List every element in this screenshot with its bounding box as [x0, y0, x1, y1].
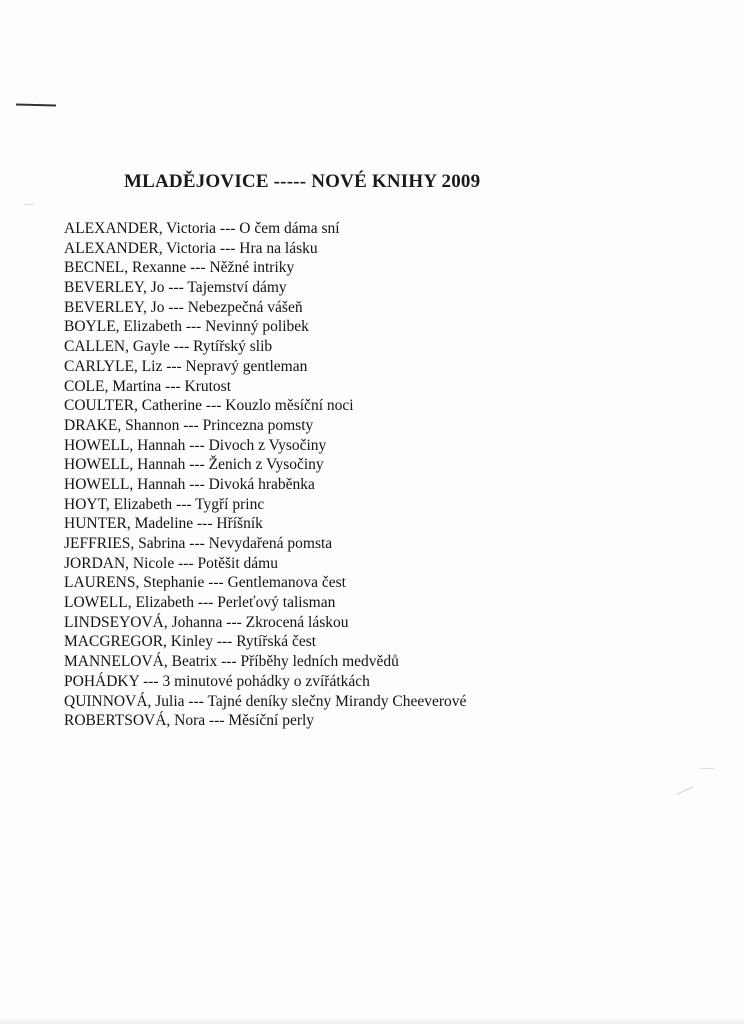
- book-entry: BECNEL, Rexanne --- Něžné intriky: [64, 259, 295, 277]
- book-entry: CALLEN, Gayle --- Rytířský slib: [64, 338, 273, 356]
- book-list: [64, 219, 684, 731]
- pen-dash-mark: [16, 103, 56, 106]
- scan-speck: [700, 768, 714, 769]
- scan-bottom-edge: [0, 1018, 744, 1024]
- book-entry: HOWELL, Hannah --- Divoch z Vysočiny: [64, 436, 327, 454]
- book-entry: LOWELL, Elizabeth --- Perleťový talisman: [64, 594, 336, 612]
- scan-speck: [677, 786, 694, 795]
- book-entry: MACGREGOR, Kinley --- Rytířská čest: [64, 633, 317, 651]
- book-entry: ALEXANDER, Victoria --- O čem dáma sní: [64, 220, 340, 237]
- book-entry: BEVERLEY, Jo --- Nebezpečná vášeň: [64, 298, 303, 316]
- book-entry: JEFFRIES, Sabrina --- Nevydařená pomsta: [64, 535, 333, 552]
- book-entry: MANNELOVÁ, Beatrix --- Příběhy ledních medvědů: [64, 653, 399, 671]
- book-entry: ALEXANDER, Victoria --- Hra na lásku: [64, 239, 318, 257]
- book-entry: LINDSEYOVÁ, Johanna --- Zkrocená láskou: [64, 613, 349, 631]
- book-entry: HOYT, Elizabeth --- Tygří princ: [64, 495, 265, 513]
- book-entry: JORDAN, Nicole --- Potěšit dámu: [64, 554, 278, 572]
- book-entry: ROBERTSOVÁ, Nora --- Měsíční perly: [64, 712, 315, 730]
- scan-speck: [24, 204, 34, 205]
- book-entry: BOYLE, Elizabeth --- Nevinný polibek: [64, 318, 309, 336]
- book-entry: POHÁDKY --- 3 minutové pohádky o zvířátkách: [64, 672, 370, 690]
- book-entry: COULTER, Catherine --- Kouzlo měsíční noci: [64, 397, 354, 415]
- book-entry: HOWELL, Hannah --- Ženich z Vysočiny: [64, 456, 324, 474]
- book-entry: DRAKE, Shannon --- Princezna pomsty: [64, 416, 314, 434]
- book-entry: LAURENS, Stephanie --- Gentlemanova čest: [64, 574, 346, 592]
- book-entry: BEVERLEY, Jo --- Tajemství dámy: [64, 279, 287, 297]
- book-entry: COLE, Martina --- Krutost: [64, 377, 232, 395]
- book-entry: CARLYLE, Liz --- Nepravý gentleman: [64, 357, 308, 375]
- book-entry: HUNTER, Madeline --- Hříšník: [64, 515, 263, 533]
- book-entry: HOWELL, Hannah --- Divoká hraběnka: [64, 475, 315, 493]
- page-title: MLADĚJOVICE ----- NOVÉ KNIHY 2009: [124, 171, 481, 192]
- book-entry: QUINNOVÁ, Julia --- Tajné deníky slečny Mirandy Cheeverové: [64, 692, 467, 710]
